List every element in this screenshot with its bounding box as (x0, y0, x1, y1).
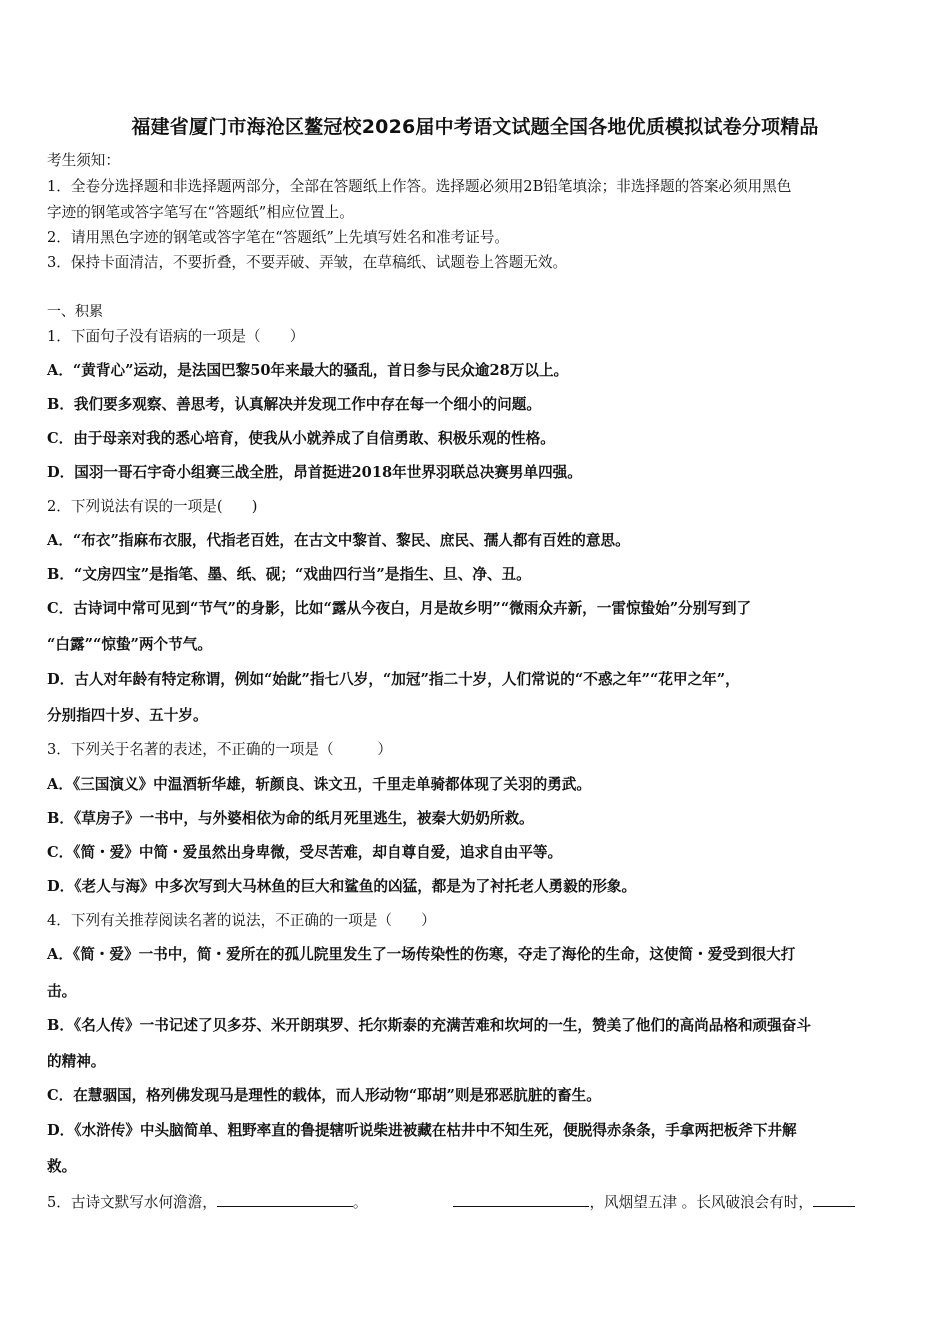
notice-line-1: 1．全卷分选择题和非选择题两部分，全部在答题纸上作答。选择题必须用2B铅笔填涂；非选择题的答案必须用黑色 (47, 178, 792, 195)
q3-option-a: A．《三国演义》中温酒斩华雄，斩颜良、诛文丑，千里走单骑都体现了关羽的勇武。 (47, 776, 591, 793)
q2-option-d-line-1: D．古人对年龄有特定称谓，例如“始龀”指七八岁，“加冠”指二十岁，人们常说的“不惑之年”“花甲之年”， (47, 671, 740, 688)
q5-blank-1[interactable] (217, 1192, 353, 1207)
q4-option-b-line-2: 的精神。 (47, 1053, 106, 1070)
document-title: 福建省厦门市海沧区鳌冠校2026届中考语文试题全国各地优质模拟试卷分项精品 (131, 116, 819, 138)
q1-option-a: A．“黄背心”运动，是法国巴黎50年来最大的骚乱，首日参与民众逾28万以上。 (47, 362, 569, 379)
q1-stem: 1．下面句子没有语病的一项是（ ） (47, 328, 305, 345)
notice-line-3: 2．请用黑色字迹的钢笔或答字笔在“答题纸”上先填写姓名和准考证号。 (47, 229, 510, 246)
q3-option-b: B．《草房子》一书中，与外婆相依为命的纸月死里逃生，被秦大奶奶所救。 (47, 810, 534, 827)
q2-option-b: B．“文房四宝”是指笔、墨、纸、砚；“戏曲四行当”是指生、旦、净、丑。 (47, 566, 531, 583)
q2-option-c-line-1: C．古诗词中常可见到“节气”的身影，比如“露从今夜白，月是故乡明”“微雨众卉新，一雷惊蛰始”分别写到了 (47, 600, 752, 617)
q2-option-a: A．“布衣”指麻布衣服，代指老百姓，在古文中黎首、黎民、庶民、孺人都有百姓的意思。 (47, 532, 630, 549)
q2-stem: 2．下列说法有误的一项是( ) (47, 498, 258, 515)
q4-option-c: C．在慧骃国，格列佛发现马是理性的载体，而人形动物“耶胡”则是邪恶肮脏的畜生。 (47, 1087, 601, 1104)
q4-stem: 4．下列有关推荐阅读名著的说法，不正确的一项是（ ） (47, 912, 436, 929)
q5-blank-2[interactable] (453, 1192, 589, 1207)
q3-stem: 3．下列关于名著的表述，不正确的一项是（ ） (47, 741, 392, 758)
q5-line (47, 1192, 855, 1213)
q4-option-d-line-1: D．《水浒传》中头脑简单、粗野率直的鲁提辖听说柴进被藏在枯井中不知生死，便脱得赤条条，手拿两把板斧下井解 (47, 1122, 797, 1139)
q1-option-d: D．国羽一哥石宇奇小组赛三战全胜，昂首挺进2018年世界羽联总决赛男单四强。 (47, 464, 582, 481)
q4-option-b-line-1: B．《名人传》一书记述了贝多芬、米开朗琪罗、托尔斯泰的充满苦难和坎坷的一生，赞美了他们的高尚品格和顽强奋斗 (47, 1017, 811, 1034)
q1-option-c: C．由于母亲对我的悉心培育，使我从小就养成了自信勇敢、积极乐观的性格。 (47, 430, 555, 447)
notice-line-2: 字迹的钢笔或答字笔写在“答题纸”相应位置上。 (47, 204, 354, 221)
q5-text-2: 。 (352, 1194, 368, 1211)
section-heading: 一、积累 (47, 304, 103, 320)
notice-heading: 考生须知： (47, 152, 120, 169)
q2-option-c-line-2: “白露”“惊蛰”两个节气。 (47, 636, 212, 653)
q2-option-d-line-2: 分别指四十岁、五十岁。 (47, 707, 208, 724)
q5-blank-3[interactable] (813, 1192, 855, 1207)
q4-option-a-line-2: 击。 (47, 983, 77, 1000)
notice-line-4: 3．保持卡面清洁，不要折叠，不要弄破、弄皱，在草稿纸、试题卷上答题无效。 (47, 254, 568, 271)
q3-option-c: C．《简・爱》中简・爱虽然出身卑微，受尽苦难，却自尊自爱，追求自由平等。 (47, 844, 563, 861)
q1-option-b: B．我们要多观察、善思考，认真解决并发现工作中存在每一个细小的问题。 (47, 396, 541, 413)
q5-text-3: ，风烟望五津 。长风破浪会有时， (589, 1194, 813, 1211)
q4-option-a-line-1: A．《简・爱》一书中，简・爱所在的孤儿院里发生了一场传染性的伤寒，夺走了海伦的生命，这使简・爱受到很大打 (47, 946, 796, 963)
q5-text-1: 5．古诗文默写水何澹澹， (47, 1194, 217, 1211)
q3-option-d: D．《老人与海》中多次写到大马林鱼的巨大和鲨鱼的凶猛，都是为了衬托老人勇毅的形象。 (47, 878, 637, 895)
q4-option-d-line-2: 救。 (47, 1158, 77, 1175)
